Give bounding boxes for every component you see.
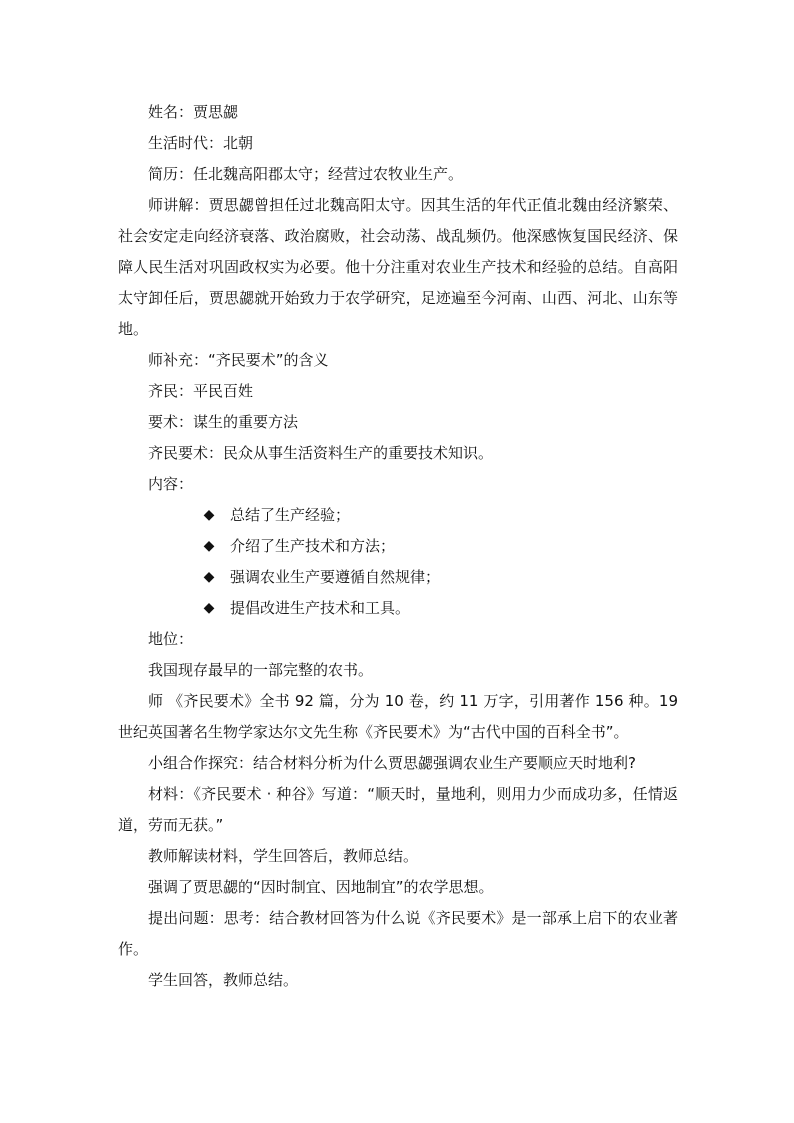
paragraph-qiminyaoshu: 齐民要术：民众从事生活资料生产的重要技术知识。 — [148, 444, 494, 462]
paragraph-teacher-supplement: 师补充：“齐民要术”的含义 — [148, 351, 329, 369]
paragraph-teacher-reading: 教师解读材料，学生回答后，教师总结。 — [148, 847, 419, 865]
bullet-text: 介绍了生产技术和方法； — [230, 537, 396, 555]
paragraph-name: 姓名：贾思勰 — [148, 103, 239, 121]
paragraph-status-heading: 地位： — [148, 630, 194, 648]
list-item — [118, 531, 678, 562]
paragraph-era: 生活时代：北朝 — [148, 134, 254, 152]
paragraph-qimin: 齐民：平民百姓 — [148, 382, 254, 400]
paragraph-question: 提出问题：思考：结合教材回答为什么说《齐民要术》是一部承上启下的农业著作。 — [118, 909, 678, 958]
paragraph-group-inquiry: 小组合作探究：结合材料分析为什么贾思勰强调农业生产要顺应天时地利? — [148, 754, 636, 772]
list-item — [118, 562, 678, 593]
list-item — [118, 500, 678, 531]
paragraph-content-heading: 内容： — [148, 475, 194, 493]
paragraph-yaoshu: 要术：谋生的重要方法 — [148, 413, 299, 431]
bullet-text: 总结了生产经验； — [230, 506, 351, 524]
content-bullet-list — [118, 500, 678, 624]
paragraph-resume: 简历：任北魏高阳郡太守；经营过农牧业生产。 — [148, 165, 464, 183]
diamond-bullet-icon: ◆ — [203, 507, 215, 523]
document-page — [118, 97, 678, 996]
diamond-bullet-icon: ◆ — [203, 600, 215, 616]
diamond-bullet-icon: ◆ — [203, 538, 215, 554]
list-item — [118, 593, 678, 624]
diamond-bullet-icon: ◆ — [203, 569, 215, 585]
paragraph-status: 我国现存最早的一部完整的农书。 — [148, 661, 374, 679]
paragraph-material: 材料：《齐民要术 · 种谷》写道：“顺天时，量地利，则用力少而成功多，任情返道，劳而无获。” — [118, 785, 678, 834]
paragraph-emphasis: 强调了贾思勰的“因时制宜、因地制宜”的农学思想。 — [148, 878, 494, 896]
bullet-text: 强调农业生产要遵循自然规律； — [230, 568, 441, 586]
bullet-text: 提倡改进生产技术和工具。 — [230, 599, 411, 617]
paragraph-book-info: 师 《齐民要术》全书 92 篇，分为 10 卷，约 11 万字，引用著作 156 种。19 世纪英国著名生物学家达尔文先生称《齐民要术》为“古代中国的百科全书”。 — [118, 692, 678, 741]
paragraph-student-answer: 学生回答，教师总结。 — [148, 971, 299, 989]
paragraph-teacher-explanation: 师讲解：贾思勰曾担任过北魏高阳太守。因其生活的年代正值北魏由经济繁荣、社会安定走向经济衰落、政治腐败，社会动荡、战乱频仍。他深感恢复国民经济、保障人民生活对巩固政权实为必要。他十分注重对农业生产技术和经验的总结。自高阳太守卸任后，贾思勰就开始致力于农学研究，足迹遍至今河南、山西、河北、山东等地。 — [118, 196, 678, 338]
